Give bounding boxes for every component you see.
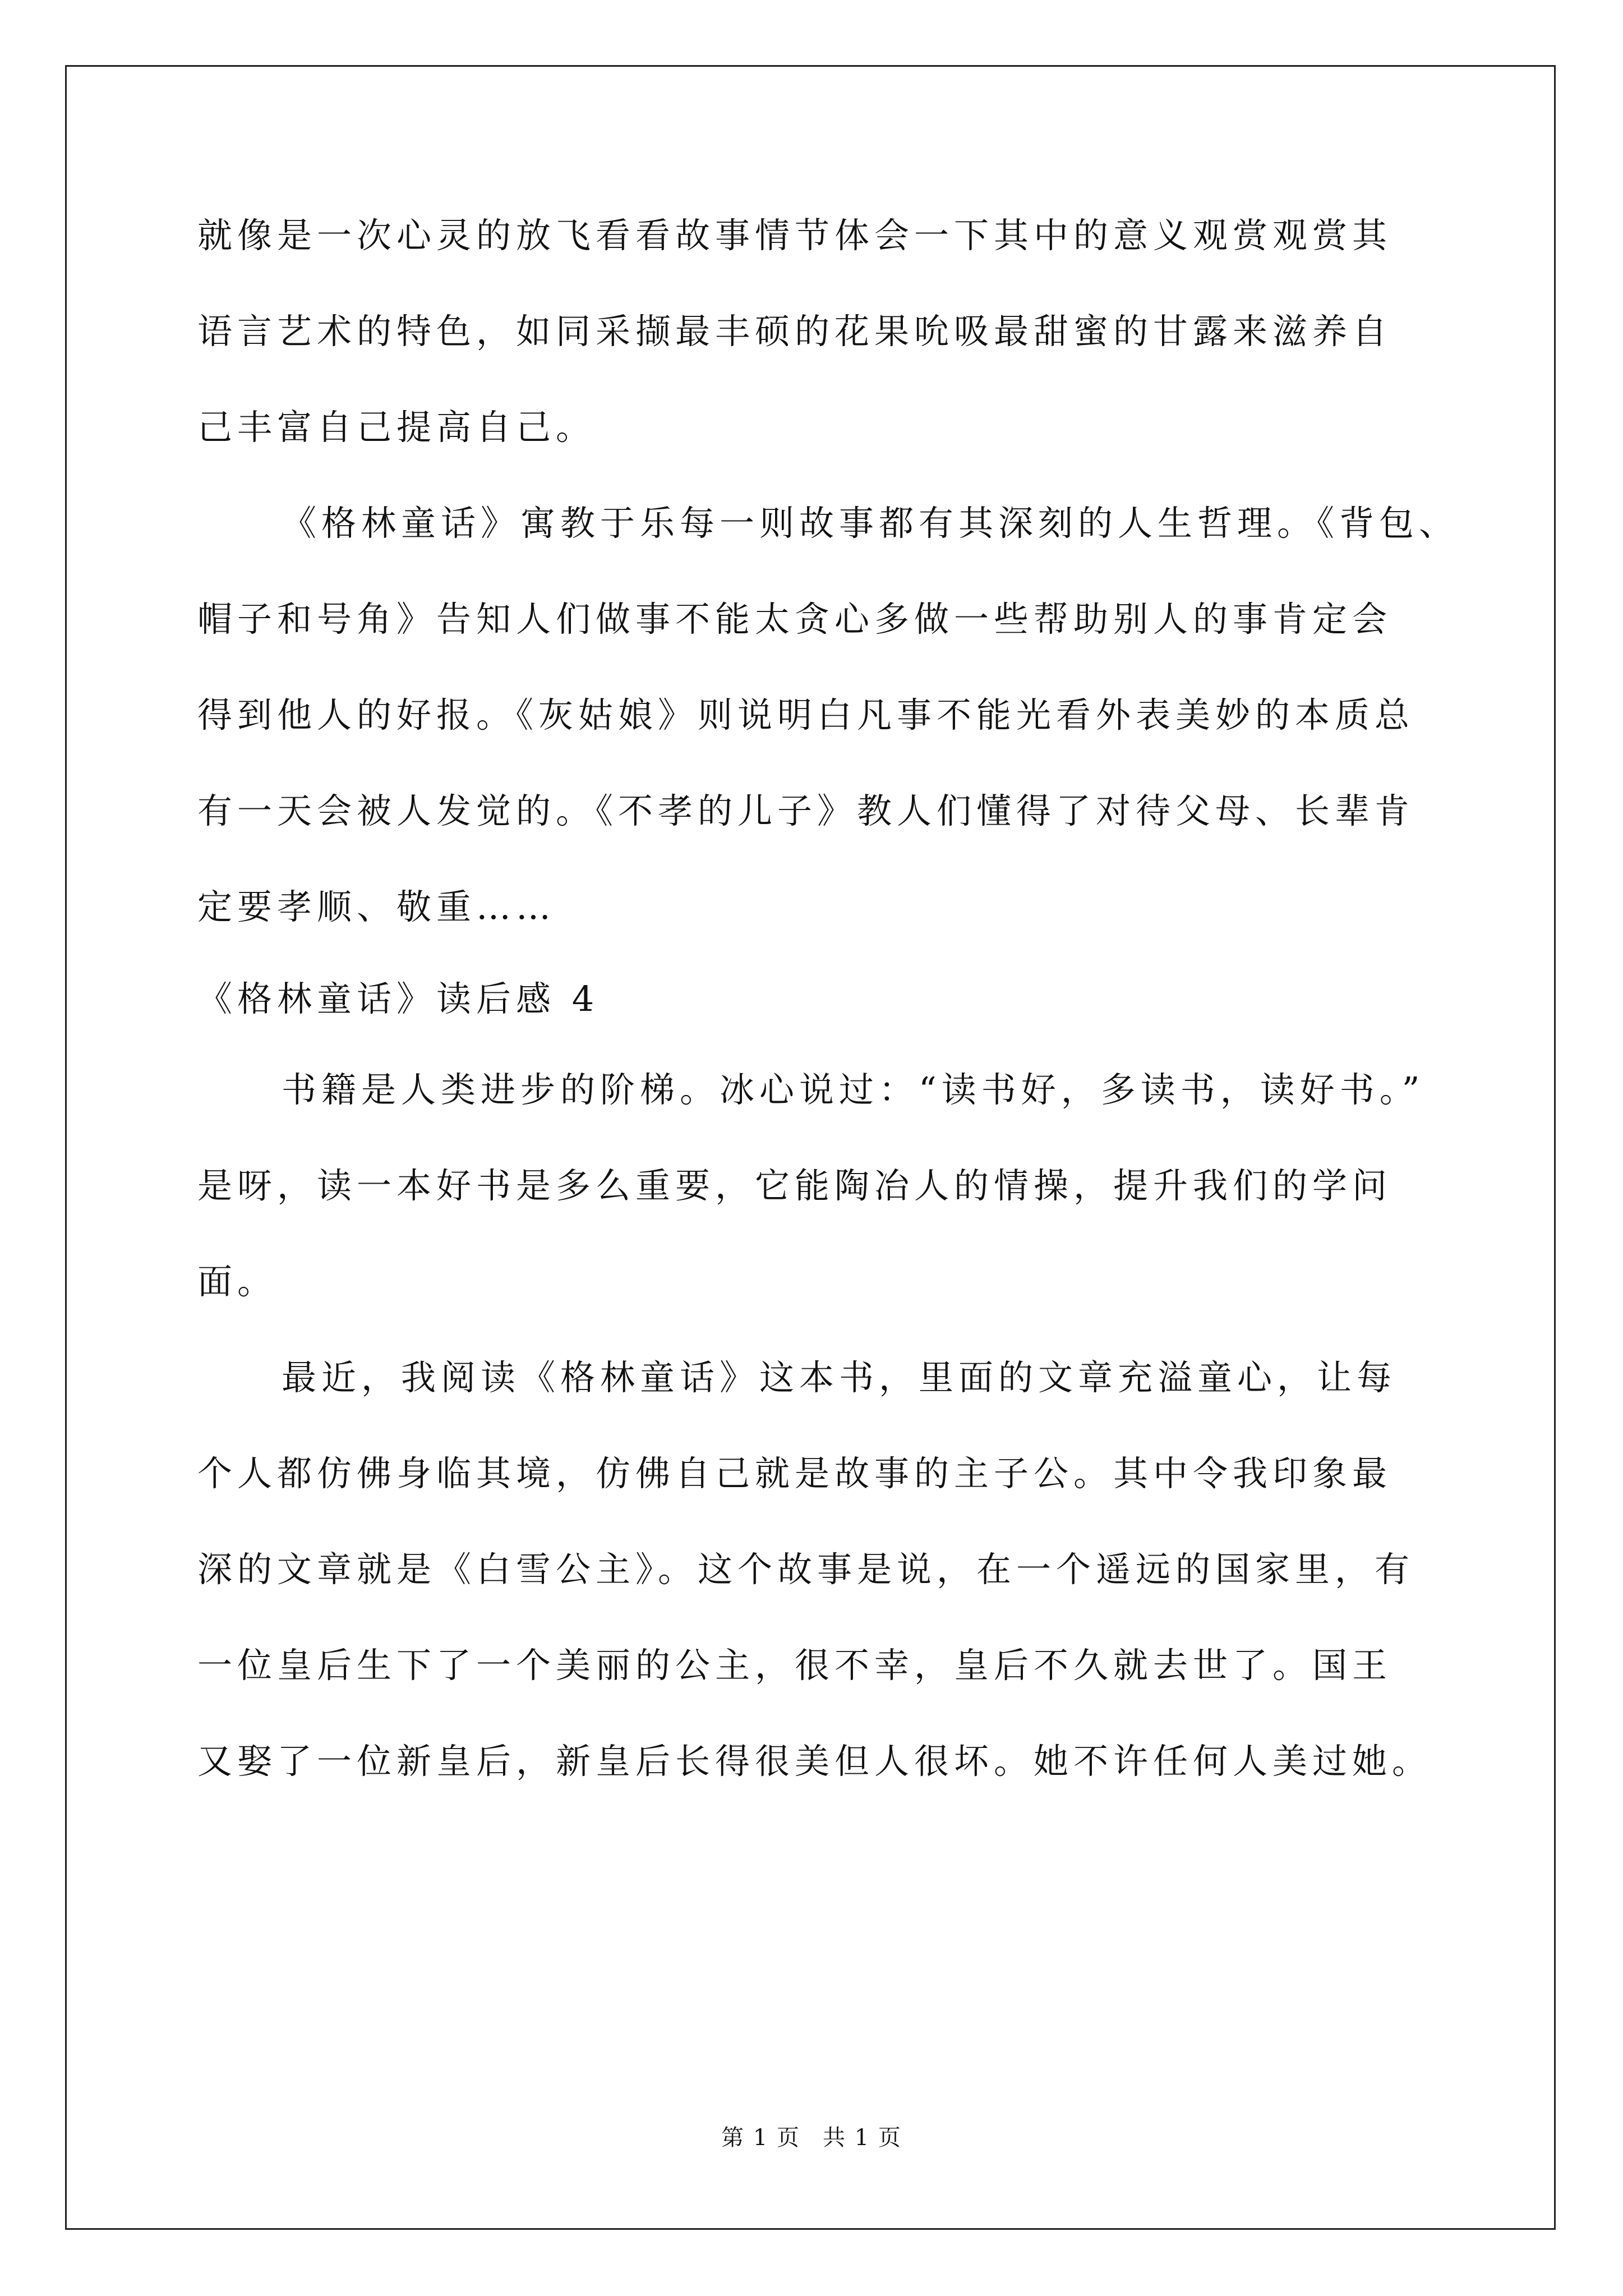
text-line: 语言艺术的特色，如同采撷最丰硕的花果吮吸最甜蜜的甘露来滋养自 [197,311,1393,352]
text-line: 面。 [197,1261,278,1302]
text-line: 得到他人的好报。《灰姑娘》则说明白凡事不能光看外表美妙的本质总 [197,694,1415,735]
text-line: 就像是一次心灵的放飞看看故事情节体会一下其中的意义观赏观赏其 [197,215,1393,256]
text-line: 己丰富自己提高自己。 [197,407,596,448]
page-border [65,65,1556,2230]
text-line: 书籍是人类进步的阶梯。冰心说过：“读书好，多读书，读好书。” [282,1069,1425,1110]
page-total: 共 1 页 [823,2125,902,2151]
text-line: 又娶了一位新皇后，新皇后长得很美但人很坏。她不许任何人美过她。 [197,1741,1432,1782]
section-heading: 《格林童话》读后感 4 [197,978,600,1019]
text-line: 一位皇后生下了一个美丽的公主，很不幸，皇后不久就去世了。国王 [197,1645,1393,1686]
text-line: 深的文章就是《白雪公主》。这个故事是说，在一个遥远的国家里，有 [197,1549,1415,1590]
text-line: 是呀，读一本好书是多么重要，它能陶冶人的情操，提升我们的学问 [197,1165,1393,1206]
text-line: 有一天会被人发觉的。《不孝的儿子》教人们懂得了对待父母、长辈肯 [197,790,1415,831]
text-line: 《格林童话》寓教于乐每一则故事都有其深刻的人生哲理。《背包、 [282,503,1459,544]
page-number: 第 1 页 [721,2125,800,2151]
text-line: 帽子和号角》告知人们做事不能太贪心多做一些帮助别人的事肯定会 [197,599,1393,639]
text-line: 个人都仿佛身临其境，仿佛自己就是故事的主子公。其中令我印象最 [197,1453,1393,1494]
text-line: 定要孝顺、敬重…… [197,886,556,927]
page-footer [0,2124,1623,2152]
text-line: 最近，我阅读《格林童话》这本书，里面的文章充溢童心，让每 [282,1357,1397,1398]
